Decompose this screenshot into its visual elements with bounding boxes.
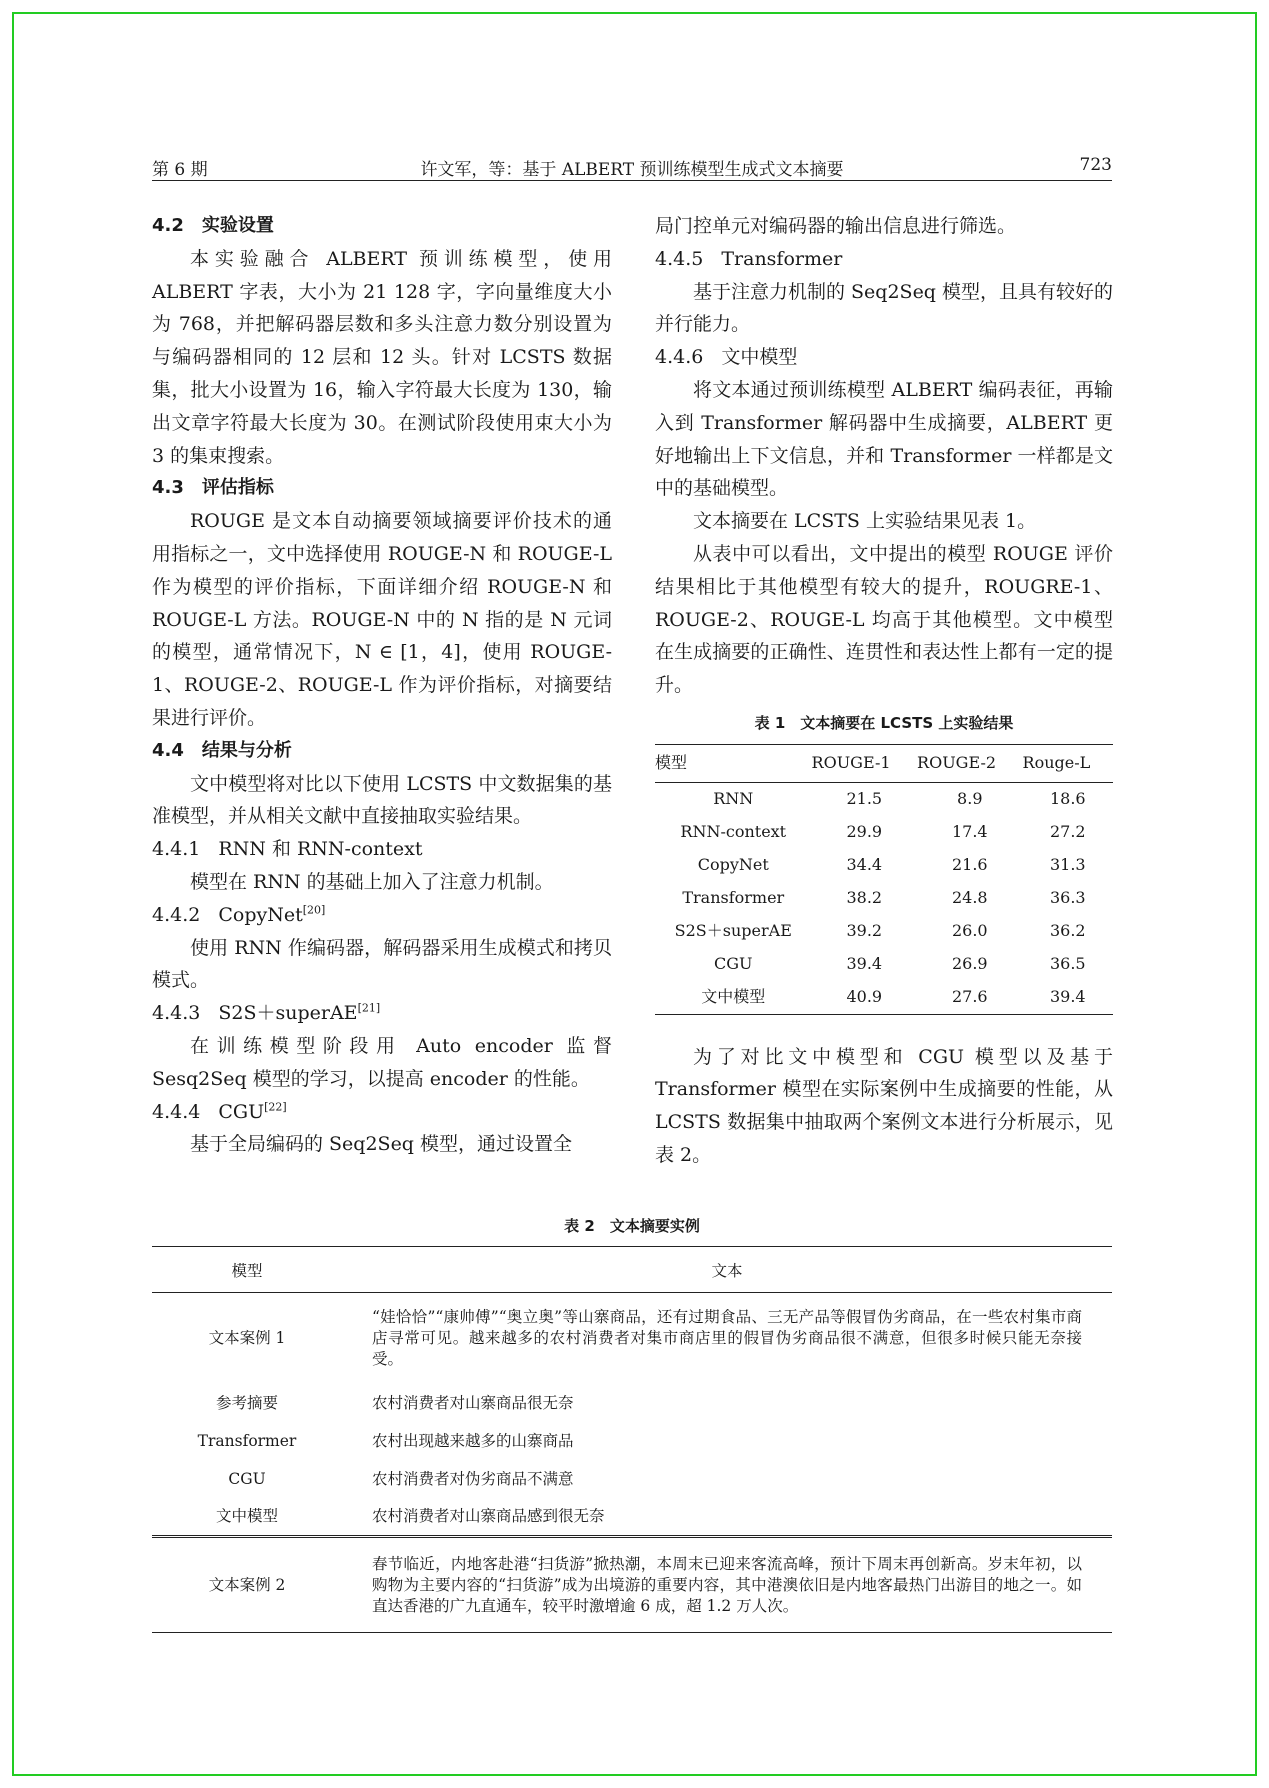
table-cell: 春节临近，内地客赴港“扫货游”掀热潮，本周末已迎来客流高峰，预计下周末再创新高。岁末年初，以购物为主要内容的“扫货游”成为出境游的重要内容，其中港澳依旧是内地客最热门出游目的地之一。如直达香港的广九直通车，较平时激增逾 6 成，超 1.2 万人次。 <box>342 1537 1112 1633</box>
table-cell: 农村消费者对山寨商品很无奈 <box>372 1394 574 1412</box>
table-cell: 18.6 <box>1049 788 1086 808</box>
paragraph-transformer: 基于注意力机制的 Seq2Seq 模型，且具有较好的并行能力。 <box>655 280 1114 336</box>
subsection-heading-4-4-6: 4.4.6 文中模型 <box>655 346 798 369</box>
table1-caption: 表 1 文本摘要在 LCSTS 上实验结果 <box>754 713 1014 732</box>
table-cell: 农村消费者对伪劣商品不满意 <box>372 1470 574 1488</box>
table-cell: 39.2 <box>846 920 883 940</box>
table-row <box>655 882 1113 915</box>
table-cell: 农村消费者对山寨商品感到很无奈 <box>372 1507 605 1526</box>
table-cell: RNN <box>713 788 754 808</box>
table-cell: 26.0 <box>951 920 988 940</box>
running-title: 许文军，等：基于 ALBERT 预训练模型生成式文本摘要 <box>420 160 844 180</box>
issue-label: 第 6 期 <box>152 160 208 180</box>
table-row <box>152 1293 1112 1385</box>
table-cell: 39.4 <box>846 953 883 973</box>
table-cell: 24.8 <box>951 887 988 907</box>
table1-header-cell: ROUGE-1 <box>812 744 918 782</box>
table-row <box>655 782 1113 815</box>
table1-header-cell: ROUGE-2 <box>917 744 1023 782</box>
table-cell: 27.6 <box>917 981 1023 1014</box>
subsection-heading-4-4-2: 4.4.2 CopyNet[20] <box>152 903 326 926</box>
table-cell: 36.3 <box>1049 887 1086 907</box>
table-cell: RNN-context <box>680 821 787 841</box>
section-heading-4-3: 4.3 评估指标 <box>152 477 274 499</box>
table-row <box>655 948 1113 981</box>
subsection-heading-4-4-5: 4.4.5 Transformer <box>655 247 843 270</box>
table-cell: 文本案例 1 <box>208 1329 286 1348</box>
paragraph-our-model: 将文本通过预训练模型 ALBERT 编码表征，再输入到 Transformer 解码器中生成摘要，ALBERT 更好地输出上下文信息，并和 Transformer 一样都是文中的基础模型。 <box>655 378 1113 500</box>
table-cell: 40.9 <box>812 981 918 1014</box>
table1-header-cell: 模型 <box>655 744 812 782</box>
table2-caption: 表 2 文本摘要实例 <box>564 1217 700 1235</box>
table-cell: 17.4 <box>951 821 988 841</box>
subsection-heading-4-4-4: 4.4.4 CGU[22] <box>152 1100 287 1123</box>
table-cell: Transformer <box>197 1432 297 1450</box>
table-cell: 38.2 <box>846 887 883 907</box>
paragraph-results-intro: 文中模型将对比以下使用 LCSTS 中文数据集的基准模型，并从相关文献中直接抽取实验结果。 <box>152 772 612 828</box>
table-cell: 农村出现越来越多的山寨商品 <box>372 1432 574 1450</box>
citation-ref: [22] <box>264 1100 287 1114</box>
table-row <box>152 1461 1112 1499</box>
table-cell: CopyNet <box>697 854 769 874</box>
table-row <box>655 849 1113 882</box>
table-cell: 21.5 <box>846 788 883 808</box>
right-column <box>655 210 1113 1172</box>
table-cell: CGU <box>228 1470 266 1488</box>
left-column <box>152 210 612 1161</box>
table-cell: 39.4 <box>1023 981 1113 1014</box>
table-row <box>655 915 1113 948</box>
paragraph-cgu: 基于全局编码的 Seq2Seq 模型，通过设置全 <box>190 1133 573 1156</box>
table-cell: 27.2 <box>1049 821 1086 841</box>
section-heading-4-2: 4.2 实验设置 <box>152 215 274 236</box>
table-cell: 8.9 <box>957 788 983 808</box>
paragraph-evaluation-metrics: ROUGE 是文本自动摘要领域摘要评价技术的通用指标之一，文中选择使用 ROUGE-N 和 ROUGE-L 作为模型的评价指标，下面详细介绍 ROUGE-N 和 ROUGE-L 方法。ROUGE-N 中的 N 指的是 N 元词的模型，通常情况下，N ∈ [1，4]，使用 ROUGE-1、ROUGE-2、ROUGE-L 作为评价指标，对摘要结果进行评价。 <box>152 510 612 729</box>
table2-header-row <box>152 1247 1112 1293</box>
table-cell: 31.3 <box>1049 854 1086 874</box>
table-cell: 文中模型 <box>655 981 812 1014</box>
paragraph-copynet: 使用 RNN 作编码器，解码器采用生成模式和拷贝模式。 <box>152 936 612 992</box>
paragraph-results-pointer: 文本摘要在 LCSTS 上实验结果见表 1。 <box>693 510 1037 533</box>
paragraph-experiment-settings: 本实验融合 ALBERT 预训练模型，使用 ALBERT 字表，大小为 21 128 字，字向量维度大小为 768，并把解码器层数和多头注意力数分别设置为与编码器相同的 12 层和 12 头。针对 LCSTS 数据集，批大小设置为 16，输入字符最大长度为 130，输出文章字符最大长度为 30。在测试阶段使用束大小为 3 的集束搜索。 <box>152 247 612 467</box>
table-cell: 36.2 <box>1049 920 1086 940</box>
table-row <box>152 1537 1112 1633</box>
paragraph-cgu-continued: 局门控单元对编码器的输出信息进行筛选。 <box>655 215 1017 237</box>
paragraph-superae: 在训练模型阶段用 Auto encoder 监督 Sesq2Seq 模型的学习，以提高 encoder 的性能。 <box>152 1034 612 1090</box>
page-number: 723 <box>1079 155 1112 175</box>
section-heading-4-4: 4.4 结果与分析 <box>152 739 292 761</box>
table-row <box>152 1499 1112 1537</box>
table-cell: 36.5 <box>1049 953 1086 973</box>
table1-results <box>655 744 1113 1015</box>
table-cell: 参考摘要 <box>215 1394 278 1412</box>
table2-examples <box>152 1246 1112 1633</box>
table-cell: 21.6 <box>951 854 988 874</box>
table-row <box>655 981 1113 1014</box>
paragraph-case-comparison: 为了对比文中模型和 CGU 模型以及基于 Transformer 模型在实际案例中生成摘要的性能，从 LCSTS 数据集中抽取两个案例文本进行分析展示，见表 2。 <box>655 1045 1113 1166</box>
citation-ref: [20] <box>302 903 326 917</box>
paragraph-rnn: 模型在 RNN 的基础上加入了注意力机制。 <box>190 870 554 893</box>
table1-header-cell: Rouge-L <box>1023 744 1113 782</box>
subsection-heading-4-4-3: 4.4.3 S2S＋superAE[21] <box>152 1001 381 1025</box>
table2-header-cell: 文本 <box>342 1247 1112 1293</box>
table-cell: 文本案例 2 <box>152 1537 342 1633</box>
table-cell: 34.4 <box>846 854 883 874</box>
paragraph-analysis: 从表中可以看出，文中提出的模型 ROUGE 评价结果相比于其他模型有较大的提升，ROUGRE-1、ROUGE-2、ROUGE-L 均高于其他模型。文中模型在生成摘要的正确性、连贯性和表达性上都有一定的提升。 <box>655 542 1113 697</box>
table-cell: Transformer <box>682 887 785 907</box>
table2-header-cell: 模型 <box>152 1247 342 1293</box>
table-cell: S2S＋superAE <box>674 920 792 940</box>
table-cell: “娃恰恰”“康帅傅”“奥立奥”等山寨商品，还有过期食品、三无产品等假冒伪劣商品，在一些农村集市商店寻常可见。越来越多的农村消费者对集市商店里的假冒伪劣商品很不满意，但很多时候只能无奈接受。 <box>372 1308 1082 1369</box>
table-cell: 26.9 <box>951 953 988 973</box>
citation-ref: [21] <box>357 1001 381 1015</box>
table-row <box>152 1385 1112 1423</box>
table-row <box>655 816 1113 849</box>
header-rule <box>152 180 1112 181</box>
table-cell: CGU <box>714 953 753 973</box>
table1-header-row <box>655 744 1113 782</box>
subsection-heading-4-4-1: 4.4.1 RNN 和 RNN-context <box>152 838 423 861</box>
table-row <box>152 1423 1112 1461</box>
table-cell: 文中模型 <box>215 1507 278 1526</box>
table-cell: 29.9 <box>846 821 883 841</box>
